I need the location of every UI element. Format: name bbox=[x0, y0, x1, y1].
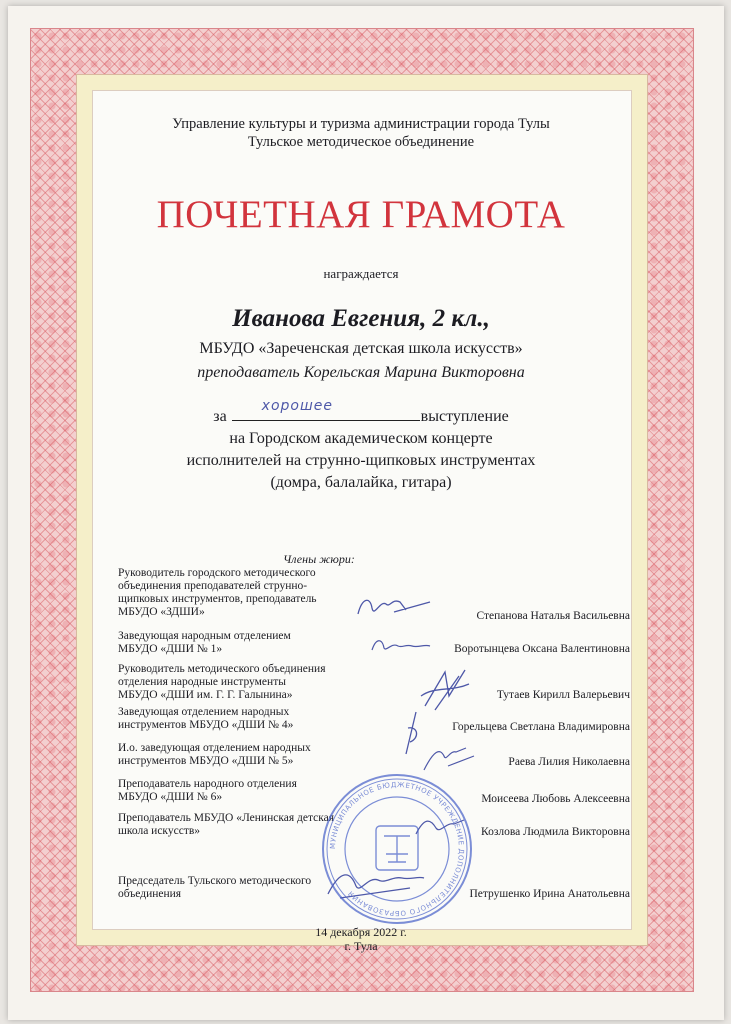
jury-role-7-line: Преподаватель МБУДО «Ленинская детская bbox=[118, 812, 335, 824]
jury-role-1-line: МБУДО «ЗДШИ» bbox=[118, 606, 205, 618]
jury-name-2: Воротынцева Оксана Валентиновна bbox=[454, 643, 630, 655]
jury-role-3 bbox=[118, 663, 326, 702]
issue-date-block bbox=[92, 925, 630, 953]
jury-name-7: Козлова Людмила Викторовна bbox=[480, 826, 630, 838]
reason-blank bbox=[232, 398, 420, 421]
teacher-name: преподаватель Корельская Марина Викторовна bbox=[197, 364, 525, 381]
reason-prefix: за bbox=[213, 408, 227, 425]
jury-name-1: Степанова Наталья Васильевна bbox=[476, 610, 630, 622]
issue-date: 14 декабря 2022 г. bbox=[315, 925, 407, 939]
jury-role-3-line: Руководитель методического объединения bbox=[118, 663, 326, 675]
certificate-title: ПОЧЕТНАЯ ГРАМОТА bbox=[156, 193, 566, 236]
signature-3-icon bbox=[415, 666, 475, 714]
jury-role-1-line: щипковых инструментов, преподаватель bbox=[118, 593, 317, 605]
jury-title: Члены жюри: bbox=[283, 552, 355, 566]
jury-role-6 bbox=[118, 778, 297, 804]
jury-role-2-line: МБУДО «ДШИ № 1» bbox=[118, 643, 223, 655]
reason-suffix: выступление bbox=[420, 408, 509, 425]
performance-line-2: исполнителей на струнно-щипковых инструментах bbox=[186, 452, 536, 469]
handwritten-reason: хорошее bbox=[261, 398, 334, 414]
performance-line-3: (домра, балалайка, гитара) bbox=[270, 474, 452, 491]
issuer-line-1: Управление культуры и туризма администрации города Тулы bbox=[172, 116, 550, 132]
chairman-role bbox=[118, 875, 311, 901]
award-reason-line bbox=[92, 398, 630, 426]
chairman-role-line: Председатель Тульского методического bbox=[118, 875, 312, 887]
chairman-role-line: объединения bbox=[118, 888, 182, 900]
issuer-line-2: Тульское методическое объединение bbox=[247, 134, 475, 150]
stamp-text: МУНИЦИПАЛЬНОЕ БЮДЖЕТНОЕ УЧРЕЖДЕНИЕ ДОПОЛНИТЕЛЬНОГО ОБРАЗОВАНИЯ bbox=[328, 780, 466, 918]
recipient-name: Иванова Евгения, 2 кл., bbox=[232, 305, 490, 332]
jury-role-5 bbox=[118, 742, 311, 768]
signature-2-icon bbox=[368, 634, 438, 656]
jury-role-1-line: Руководитель городского методического bbox=[118, 567, 316, 579]
jury-name-6: Моисеева Любовь Алексеевна bbox=[481, 793, 630, 805]
jury-role-1-line: объединения преподавателей струнно- bbox=[118, 580, 308, 592]
jury-role-6-line: Преподаватель народного отделения bbox=[118, 778, 297, 790]
jury-role-1 bbox=[118, 567, 317, 619]
issue-city: г. Тула bbox=[344, 939, 378, 953]
jury-name-5: Раева Лилия Николаевна bbox=[508, 756, 630, 768]
jury-role-5-line: И.о. заведующая отделением народных bbox=[118, 742, 311, 754]
jury-role-5-line: инструментов МБУДО «ДШИ № 5» bbox=[118, 755, 294, 767]
jury-role-2-line: Заведующая народным отделением bbox=[118, 630, 291, 642]
jury-role-3-line: отделения народные инструменты bbox=[118, 676, 286, 688]
awarded-label: награждается bbox=[323, 266, 399, 281]
jury-role-3-line: МБУДО «ДШИ им. Г. Г. Галынина» bbox=[118, 689, 293, 701]
jury-role-7 bbox=[118, 812, 334, 838]
jury-name-3: Тутаев Кирилл Валерьевич bbox=[496, 689, 630, 701]
performance-line-1: на Городском академическом концерте bbox=[229, 430, 493, 447]
jury-role-6-line: МБУДО «ДШИ № 6» bbox=[118, 791, 223, 803]
jury-role-7-line: школа искусств» bbox=[118, 825, 201, 837]
jury-role-2 bbox=[118, 630, 291, 656]
jury-role-4 bbox=[118, 706, 293, 732]
chairman-name: Петрушенко Ирина Анатольевна bbox=[469, 888, 630, 900]
jury-name-4: Горельцева Светлана Владимировна bbox=[452, 721, 630, 733]
official-stamp-icon bbox=[318, 770, 476, 928]
jury-role-4-line: инструментов МБУДО «ДШИ № 4» bbox=[118, 719, 294, 731]
jury-role-4-line: Заведующая отделением народных bbox=[118, 706, 290, 718]
recipient-school: МБУДО «Зареченская детская школа искусств» bbox=[199, 340, 523, 357]
signature-1-icon bbox=[350, 590, 440, 624]
